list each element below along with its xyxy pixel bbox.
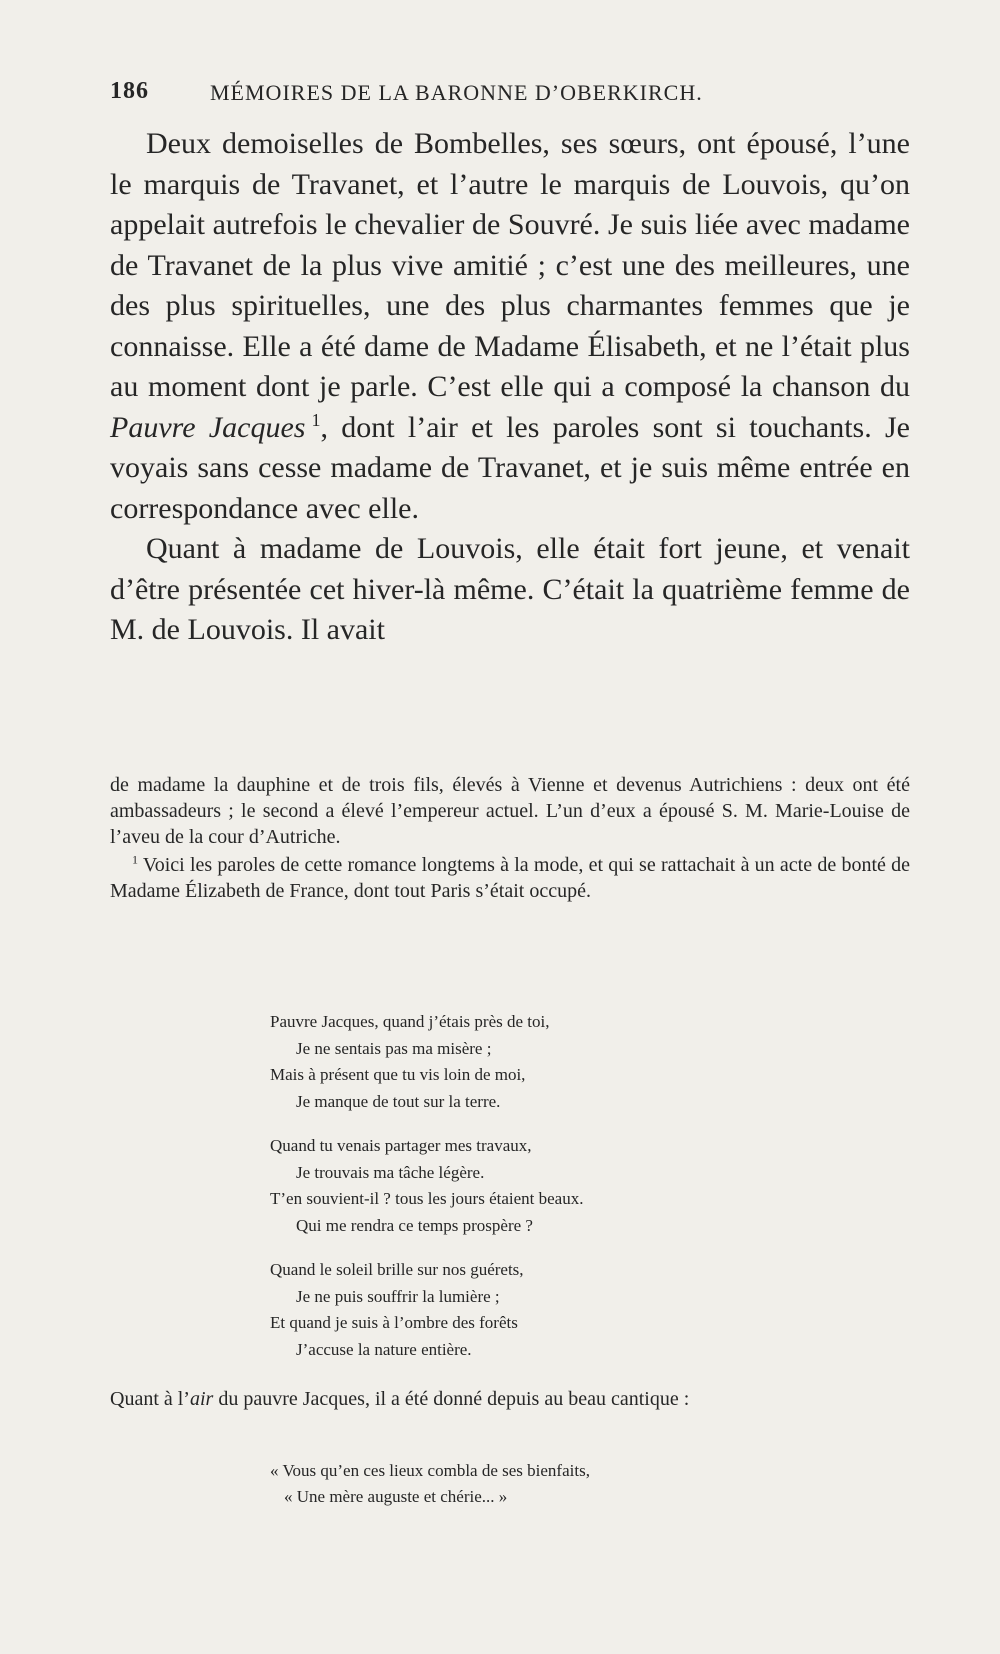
footnote-ref: 1 (311, 409, 321, 430)
poem-line: Je manque de tout sur la terre. (296, 1091, 501, 1111)
footnote-1-text: Voici les paroles de cette romance longtems à la mode, et qui se rattachait à un acte de bonté de Madame Élizabeth de France, dont tout Paris s’était occupé. (110, 854, 910, 902)
running-title: MÉMOIRES DE LA BARONNE D’OBERKIRCH. (210, 80, 703, 105)
poem-stanza (270, 1133, 583, 1239)
poem-line: Quand le soleil brille sur nos guérets, (270, 1260, 524, 1279)
footnote-marker: 1 (132, 852, 138, 867)
song-title: Pauvre Jacques (110, 410, 306, 444)
closing-italic: air (189, 1388, 214, 1410)
footnote-continued: de madame la dauphine et de trois fils, élevés à Vienne et devenus Autrichiens : deux ont été ambassadeurs ; le second a élevé l’empereur actuel. L’un d’eux a épousé S. M. Marie-Louise de l’aveu de la cour d’Autriche. (110, 774, 910, 848)
closing-note (110, 1386, 910, 1413)
paragraph-2: Quant à madame de Louvois, elle était fort jeune, et venait d’être présentée cet hiver-là même. C’était la quatrième femme de M. de Louvois. Il avait (110, 532, 910, 646)
poem-line: Mais à présent que tu vis loin de moi, (270, 1065, 526, 1084)
poem-line: T’en souvient-il ? tous les jours étaient beaux. (270, 1189, 584, 1208)
poem-line: Je trouvais ma tâche légère. (296, 1162, 485, 1182)
closing-text-end: du pauvre Jacques, il a été donné depuis au beau cantique : (213, 1388, 690, 1410)
poem-line: Quand tu venais partager mes travaux, (270, 1136, 532, 1155)
page-header (110, 78, 910, 112)
paragraph-1-text: Deux demoiselles de Bombelles, ses sœurs, ont épousé, l’une le marquis de Travanet, et l’autre le marquis de Louvois, qu’on appelait autrefois le chevalier de Souvré. Je suis liée avec madame de Travanet de la plus vive amitié ; c’est une des meilleures, une des plus spirituelles, une des plus charmantes femmes que je connaisse. Elle a été dame de Madame Élisabeth, et ne l’était plus au moment dont je parle. C’est elle qui a composé la chanson du (110, 127, 910, 403)
footnote-1 (110, 852, 910, 904)
page-number: 186 (110, 78, 149, 104)
closing-text: Quant à l’ (110, 1388, 190, 1410)
cantique-line: « Vous qu’en ces lieux combla de ses bienfaits, (270, 1461, 590, 1480)
paragraph-1-text-end: , dont l’air et les paroles sont si touchants. Je voyais sans cesse madame de Travanet, et je suis même entrée en correspondance avec elle. (110, 410, 910, 525)
footnotes (110, 772, 910, 904)
paragraph-1 (110, 124, 910, 529)
poem-stanza (270, 1009, 583, 1115)
poem (270, 1009, 583, 1363)
poem-stanza (270, 1257, 583, 1363)
closing-paragraph (110, 1386, 910, 1413)
main-text (110, 124, 910, 651)
poem-line: Je ne puis souffrir la lumière ; (296, 1286, 500, 1306)
cantique-line: « Une mère auguste et chérie... » (284, 1487, 508, 1506)
poem-line: Je ne sentais pas ma misère ; (296, 1038, 492, 1058)
poem-line: Pauvre Jacques, quand j’étais près de toi, (270, 1012, 550, 1031)
poem-line: Et quand je suis à l’ombre des forêts (270, 1313, 518, 1332)
cantique-quote (270, 1458, 590, 1510)
poem-line: J’accuse la nature entière. (296, 1339, 472, 1359)
poem-line: Qui me rendra ce temps prospère ? (296, 1215, 533, 1235)
